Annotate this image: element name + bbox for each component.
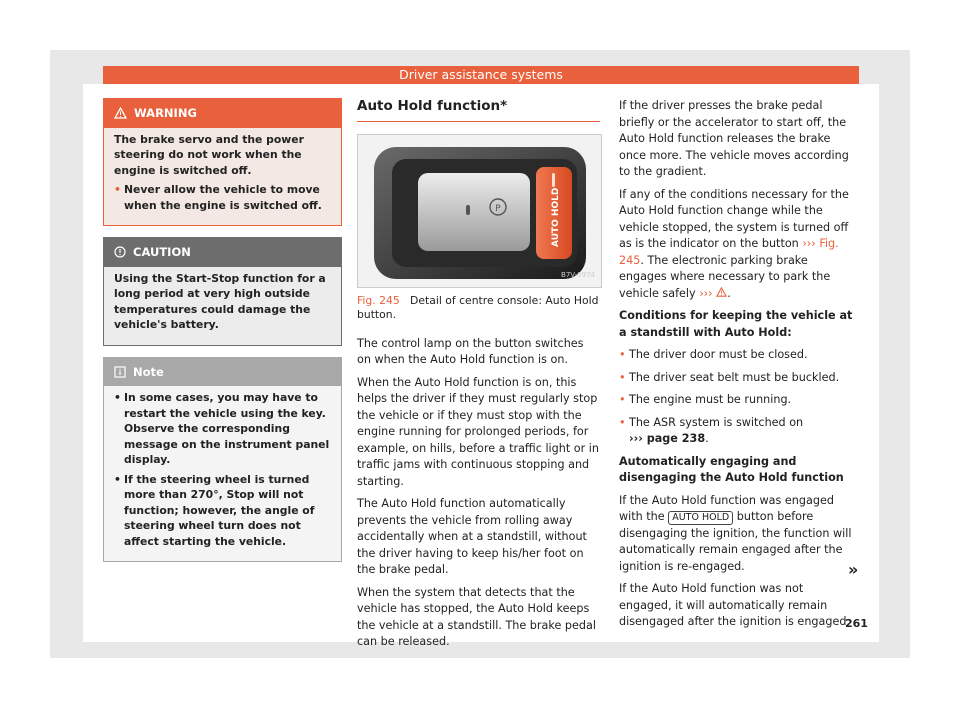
paragraph-text: If the Auto Hold function was engaged with the (619, 493, 834, 523)
cross-ref-arrow: ››› (802, 237, 816, 250)
caution-text: Using the Start-Stop function for a long period at very high outside temperatures could damage the vehicle's battery. (114, 271, 326, 331)
auto-hold-figure (357, 134, 602, 288)
paragraph: When the Auto Hold function is on, this helps the driver if they must regularly stop the vehicle or if they must stop with the engine running for prolonged periods, for example, on hills, before a traffic light or in traffic jams with continuous stopping and starting. (357, 375, 600, 488)
paragraph: The control lamp on the button switches on when the Auto Hold function is on. (357, 336, 584, 366)
note-header (104, 358, 341, 387)
paragraph-text: button before disengaging the ignition, the function will automatically remain engaged after the ignition is re-engaged. (619, 510, 852, 573)
note-box (103, 357, 342, 563)
note-body (104, 386, 341, 561)
auto-hold-key: AUTO HOLD (668, 511, 733, 525)
section-header: Driver assistance systems (103, 66, 859, 84)
continue-mark: » (848, 560, 859, 579)
paragraph: If the Auto Hold function was not engaged, it will automatically remain disengaged after the ignition is engaged. (619, 582, 851, 628)
note-bullet: • In some cases, you may have to restart the vehicle using the key. Observe the corresponding message on the instrument panel display. (114, 390, 331, 468)
section-title: Auto Hold function* (357, 98, 600, 122)
warning-bullet: • Never allow the vehicle to move when the engine is switched off. (114, 182, 331, 213)
figure-code: B7V-0974 (561, 271, 595, 279)
condition-bullet: • The ASR system is switched on ››› page 238. (619, 415, 859, 448)
note-title: Note (133, 364, 164, 379)
figure-caption-text: Detail of centre console: Auto Hold button. (357, 293, 599, 321)
figure-link[interactable]: Fig. 245 (619, 237, 839, 267)
console-illustration (358, 135, 601, 287)
caution-body (104, 267, 341, 345)
warning-title: WARNING (134, 106, 197, 120)
figure-caption (357, 294, 600, 322)
warning-text: The brake servo and the power steering do not work when the engine is switched off. (114, 132, 304, 177)
info-icon (114, 366, 126, 378)
caution-title: CAUTION (133, 245, 191, 259)
subheading: Automatically engaging and disengaging the Auto Hold function (619, 454, 844, 484)
paragraph: If the driver presses the brake pedal briefly or the accelerator to start off, the Auto Hold function releases the brake once more. The vehicle moves according to the gradient. (619, 99, 849, 178)
caution-icon (114, 246, 126, 258)
paragraph (619, 493, 859, 576)
condition-bullet: • The engine must be running. (619, 392, 859, 409)
svg-text:P: P (495, 203, 501, 214)
paragraph: The Auto Hold function automatically prevents the vehicle from rolling away accidentally when at a standstill, without the driver having to keep his/her foot on the brake pedal. (357, 497, 587, 576)
auto-hold-button-label: AUTO HOLD (551, 187, 561, 247)
note-bullet: • If the steering wheel is turned more than 270°, Stop will not function; however, the angle of steering wheel turn does not affect starting the vehicle. (114, 472, 331, 550)
warning-icon (114, 107, 127, 119)
middle-column (357, 98, 600, 657)
warning-header (104, 99, 341, 128)
condition-bullet: • The driver seat belt must be buckled. (619, 370, 859, 387)
subheading: Conditions for keeping the vehicle at a standstill with Auto Hold: (619, 309, 853, 339)
paragraph-text: If any of the conditions necessary for the Auto Hold function change while the vehicle stopped, the system is turned off as is the indicator on the button (619, 187, 849, 250)
bullet-text: The ASR system is switched on (629, 415, 804, 429)
caution-header (104, 238, 341, 267)
paragraph-text: . The electronic parking brake engages where necessary to park the vehicle safely (619, 253, 831, 300)
figure-label: Fig. 245 (357, 293, 400, 307)
paragraph: If any of the conditions necessary for the Auto Hold function change while the vehicle stopped, the system is turned off as is the indicator on the button ››› Fig. 245. The electronic parking brake engages where necessary to park the vehicle safely ››› . (619, 187, 849, 300)
condition-bullet: • The driver door must be closed. (619, 347, 859, 364)
left-column (103, 98, 342, 573)
paragraph: When the system that detects that the vehicle has stopped, the Auto Hold keeps the vehicle at a standstill. The brake pedal can be released. (357, 585, 596, 648)
right-column (619, 98, 859, 637)
warning-box (103, 98, 342, 226)
warning-body (104, 128, 341, 226)
caution-box (103, 237, 342, 346)
page-number: 261 (845, 617, 868, 630)
page-link[interactable]: ››› page 238 (629, 432, 706, 445)
warning-icon[interactable] (716, 287, 727, 297)
cross-ref-arrow: ››› (699, 286, 713, 300)
